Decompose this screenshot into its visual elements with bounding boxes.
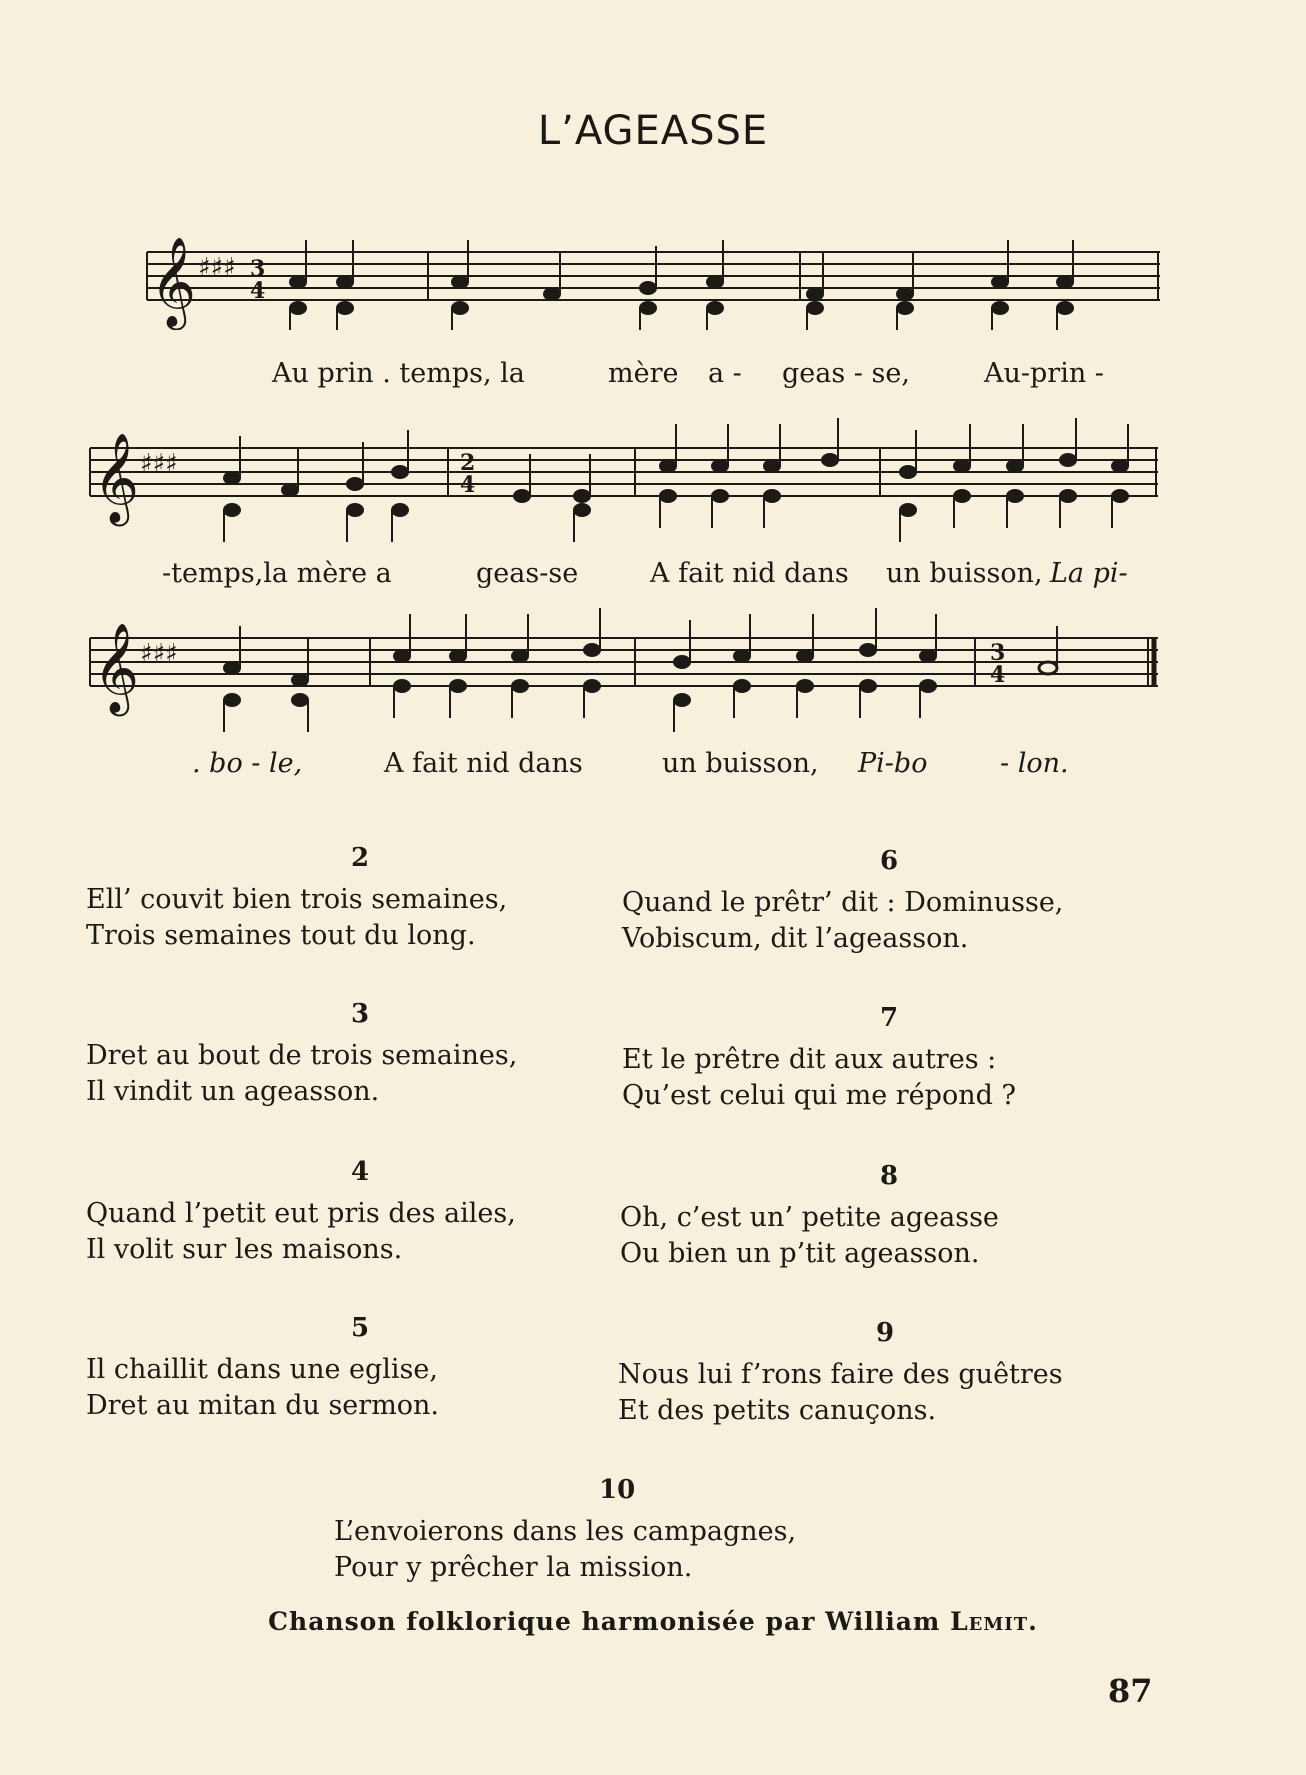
staff-3 (0, 600, 1306, 740)
lyric-1-1: Au prin . temps, la (272, 358, 525, 389)
verse-line: Oh, c’est un’ petite ageasse (620, 1202, 999, 1233)
verse-line: Qu’est celui qui me répond ? (622, 1080, 1016, 1111)
verse-3 (86, 996, 517, 1110)
verse-number: 6 (880, 846, 899, 876)
verse-number: 7 (880, 1003, 899, 1033)
music-system-3 (0, 600, 1306, 790)
lyric-2-1: -temps,la mère a (162, 558, 392, 589)
credit-text: Chanson folklorique harmonisée par William (268, 1607, 941, 1636)
verse-line: Dret au mitan du sermon. (86, 1390, 440, 1421)
music-system-2 (0, 410, 1306, 600)
verse-line: Quand le prêtr’ dit : Dominusse, (622, 887, 1064, 918)
verse-line: Pour y prêcher la mission. (334, 1552, 693, 1583)
verse-line: Quand l’petit eut pris des ailes, (86, 1198, 516, 1229)
svg-text:4: 4 (250, 278, 266, 304)
verse-line: Il chaillit dans une eglise, (86, 1354, 438, 1385)
lyric-3-5: - lon. (1000, 748, 1069, 779)
verse-4 (86, 1154, 516, 1268)
verse-6 (622, 843, 1063, 957)
page-number: 87 (1108, 1672, 1153, 1710)
lyric-2-4: un buisson, (886, 558, 1043, 589)
credit-surname: Lemit. (950, 1607, 1038, 1636)
lyric-1-4: geas - se, (782, 358, 910, 389)
verse-number: 8 (880, 1161, 899, 1191)
lyric-3-3: un buisson, (662, 748, 819, 779)
time-signature: 3 (990, 640, 1006, 666)
verse-line: Trois semaines tout du long. (86, 920, 476, 951)
verse-8 (620, 1158, 999, 1272)
time-signature: 2 (460, 450, 476, 476)
svg-text:4: 4 (460, 472, 476, 498)
verse-line: Ell’ couvit bien trois semaines, (86, 884, 508, 915)
verse-10 (334, 1472, 796, 1586)
verse-number: 10 (599, 1475, 636, 1505)
treble-clef-icon: 𝄞 (93, 623, 140, 713)
verse-line: Nous lui f’rons faire des guêtres (618, 1359, 1063, 1390)
lyric-2-3: A fait nid dans (650, 558, 849, 589)
verse-line: Et des petits canuçons. (618, 1395, 937, 1426)
treble-clef-icon: 𝄞 (93, 433, 140, 523)
key-signature-sharps: ♯♯♯ (140, 449, 178, 479)
time-signature: 3 (250, 256, 266, 282)
credit-line (0, 1607, 1306, 1636)
staff-1 (0, 190, 1306, 330)
lyric-1-3: a - (708, 358, 742, 389)
treble-clef-icon: 𝄞 (150, 237, 197, 327)
verse-line: Il volit sur les maisons. (86, 1234, 403, 1265)
music-system-1 (0, 190, 1306, 400)
lyric-3-2: A fait nid dans (384, 748, 583, 779)
key-signature-sharps: ♯♯♯ (198, 253, 236, 283)
staff-2 (0, 410, 1306, 550)
verse-line: Il vindit un ageasson. (86, 1076, 380, 1107)
verse-line: Ou bien un p’tit ageasson. (620, 1238, 980, 1269)
lyric-1-2: mère (608, 358, 679, 389)
verse-number: 4 (351, 1157, 370, 1187)
verse-2 (86, 840, 507, 954)
lyric-2-2: geas-se (476, 558, 579, 589)
verse-9 (618, 1315, 1063, 1429)
verse-7 (622, 1000, 1016, 1114)
lyric-3-1: . bo - le, (192, 748, 303, 779)
verse-line: Et le prêtre dit aux autres : (622, 1044, 997, 1075)
verse-line: L’envoierons dans les campagnes, (334, 1516, 797, 1547)
verse-number: 9 (876, 1318, 895, 1348)
verse-line: Dret au bout de trois semaines, (86, 1040, 518, 1071)
verse-number: 3 (351, 999, 370, 1029)
lyric-3-4: Pi-bo (858, 748, 928, 779)
verse-number: 5 (351, 1313, 370, 1343)
key-signature-sharps: ♯♯♯ (140, 639, 178, 669)
svg-text:4: 4 (990, 662, 1006, 688)
lyric-2-5: La pi- (1050, 558, 1128, 589)
verse-number: 2 (351, 843, 370, 873)
song-title: L’AGEASSE (537, 108, 769, 154)
lyric-1-5: Au-prin - (984, 358, 1104, 389)
verse-5 (86, 1310, 439, 1424)
verse-line: Vobiscum, dit l’ageasson. (622, 923, 969, 954)
